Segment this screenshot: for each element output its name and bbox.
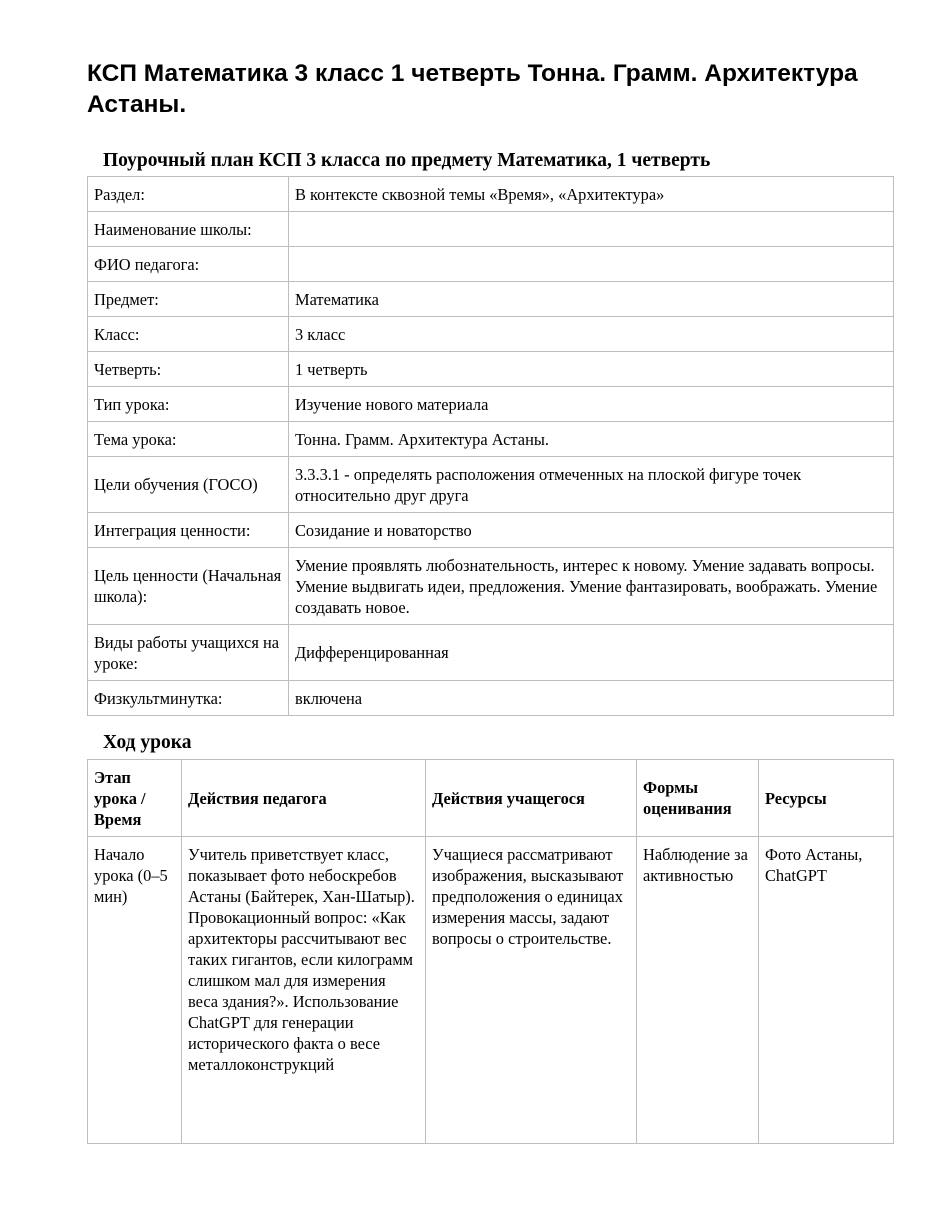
table-row — [88, 837, 894, 1144]
table-header-row — [88, 760, 894, 837]
row-label: Интеграция ценности: — [88, 513, 289, 548]
table-row — [88, 247, 894, 282]
lesson-flow-table — [87, 759, 894, 1144]
row-value: Умение проявлять любознательность, интерес к новому. Умение задавать вопросы. Умение выдвигать идеи, предложения. Умение фантазировать, воображать. Умение создавать новое. — [289, 548, 894, 625]
cell-stage: Начало урока (0–5 мин) — [88, 837, 182, 1144]
row-value — [289, 212, 894, 247]
cell-resources: Фото Астаны, ChatGPT — [759, 837, 894, 1144]
table-row — [88, 625, 894, 681]
row-label: Виды работы учащихся на уроке: — [88, 625, 289, 681]
table-row — [88, 681, 894, 716]
table-row — [88, 352, 894, 387]
plan-title: Поурочный план КСП 3 класса по предмету Математика, 1 четверть — [103, 150, 711, 171]
table-row — [88, 387, 894, 422]
row-label: Класс: — [88, 317, 289, 352]
cell-student-actions: Учащиеся рассматривают изображения, высказывают предположения о единицах измерения массы, задают вопросы о строительстве. — [426, 837, 637, 1144]
row-value: В контексте сквозной темы «Время», «Архитектура» — [289, 177, 894, 212]
cell-teacher-actions: Учитель приветствует класс, показывает фото небоскребов Астаны (Байтерек, Хан-Шатыр). Провокационный вопрос: «Как архитекторы рассчитывают вес таких гигантов, если килограмм слишком мал для измерения веса здания?». Использование ChatGPT для генерации исторического факта о весе металлоконструкций — [182, 837, 426, 1144]
row-label: Тема урока: — [88, 422, 289, 457]
cell-assessment: Наблюдение за активностью — [637, 837, 759, 1144]
table-row — [88, 548, 894, 625]
row-value: включена — [289, 681, 894, 716]
row-label: ФИО педагога: — [88, 247, 289, 282]
row-value: Изучение нового материала — [289, 387, 894, 422]
column-header-stage: Этап урока / Время — [88, 760, 182, 837]
lesson-info-table — [87, 176, 894, 716]
table-row — [88, 457, 894, 513]
document-title: КСП Математика 3 класс 1 четверть Тонна. Грамм. Архитектура Астаны. — [87, 60, 858, 118]
row-label: Цели обучения (ГОСО) — [88, 457, 289, 513]
row-value: 1 четверть — [289, 352, 894, 387]
row-label: Тип урока: — [88, 387, 289, 422]
row-label: Предмет: — [88, 282, 289, 317]
table-row — [88, 513, 894, 548]
table-row — [88, 282, 894, 317]
column-header-assessment: Формы оценивания — [637, 760, 759, 837]
row-value — [289, 247, 894, 282]
document-page — [87, 58, 893, 1144]
row-value: 3 класс — [289, 317, 894, 352]
row-value: Созидание и новаторство — [289, 513, 894, 548]
lesson-flow-title: Ход урока — [103, 732, 192, 753]
column-header-resources: Ресурсы — [759, 760, 894, 837]
row-label: Цель ценности (Начальная школа): — [88, 548, 289, 625]
row-label: Четверть: — [88, 352, 289, 387]
row-value: 3.3.3.1 - определять расположения отмеченных на плоской фигуре точек относительно друг друга — [289, 457, 894, 513]
table-row — [88, 422, 894, 457]
row-label: Наименование школы: — [88, 212, 289, 247]
row-value: Математика — [289, 282, 894, 317]
table-row — [88, 177, 894, 212]
table-row — [88, 212, 894, 247]
row-label: Раздел: — [88, 177, 289, 212]
row-value: Дифференцированная — [289, 625, 894, 681]
row-label: Физкультминутка: — [88, 681, 289, 716]
column-header-student: Действия учащегося — [426, 760, 637, 837]
row-value: Тонна. Грамм. Архитектура Астаны. — [289, 422, 894, 457]
table-row — [88, 317, 894, 352]
column-header-teacher: Действия педагога — [182, 760, 426, 837]
